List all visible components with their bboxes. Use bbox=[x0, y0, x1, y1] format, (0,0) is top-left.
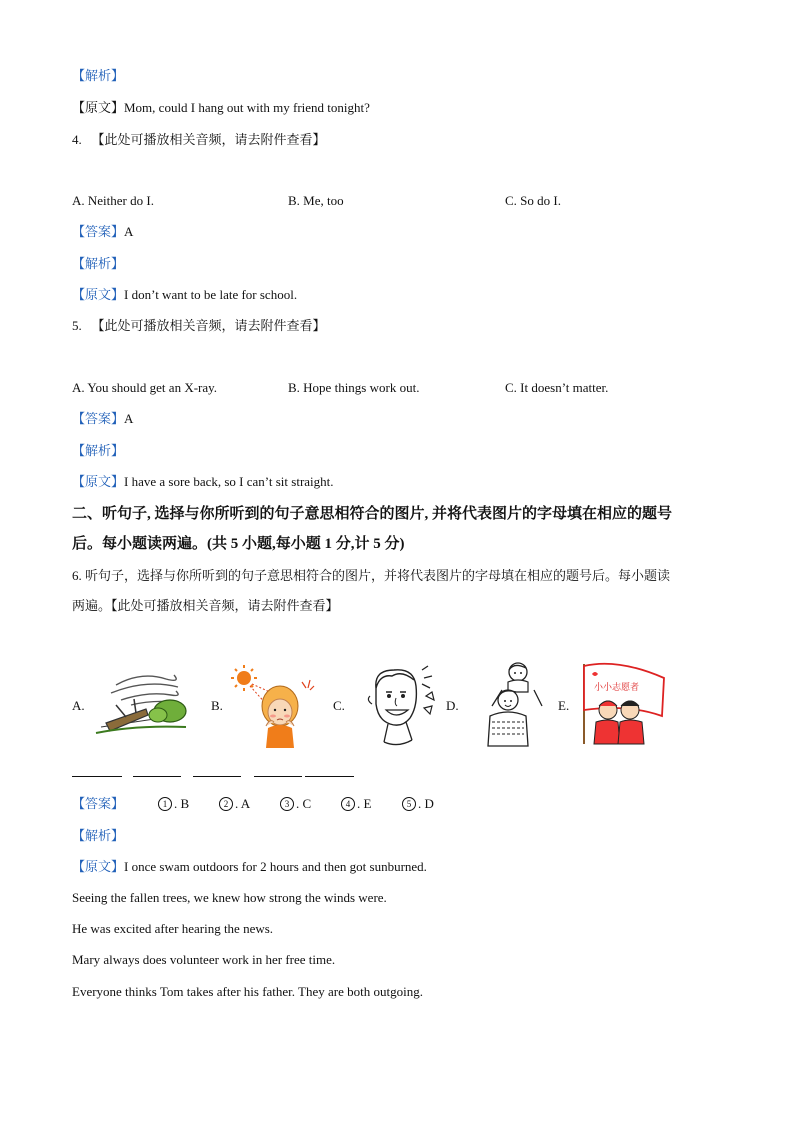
q6-script-line4: Mary always does volunteer work in her free time. bbox=[72, 952, 336, 967]
q6-script-line3: He was excited after hearing the news. bbox=[72, 921, 274, 936]
q6-prompt-line2: 两遍。【此处可播放相关音频，请去附件查看】 bbox=[72, 598, 339, 613]
picture-label-b: B. bbox=[211, 698, 223, 713]
q6-analysis-tag: 【解析】 bbox=[72, 828, 125, 843]
q4-option-a: A. Neither do I. bbox=[72, 193, 154, 208]
q6-answer-4: 4 . E bbox=[341, 796, 371, 812]
answer-blank-5[interactable] bbox=[305, 776, 354, 777]
q5-option-c: C. It doesn’t matter. bbox=[505, 380, 609, 395]
q6-script-line5: Everyone thinks Tom takes after his father. They are both outgoing. bbox=[72, 984, 423, 999]
fallen-tree-wind-icon bbox=[86, 665, 196, 745]
q5-header bbox=[72, 317, 326, 335]
father-son-icon bbox=[478, 660, 550, 750]
q5-option-b: B. Hope things work out. bbox=[288, 380, 420, 395]
q4-answer-value: A bbox=[124, 224, 134, 239]
section2-heading-line1: 二、听句子, 选择与你所听到的句子意思相符合的图片, 并将代表图片的字母填在相应的题号 bbox=[72, 506, 673, 522]
picture-label-c: C. bbox=[333, 698, 345, 713]
q4-header bbox=[72, 131, 326, 149]
q4-option-c: C. So do I. bbox=[505, 193, 561, 208]
q4-number: 4. bbox=[72, 132, 82, 147]
q6-answer-3: 3 . C bbox=[280, 796, 311, 812]
q5-option-a: A. You should get an X-ray. bbox=[72, 380, 218, 395]
picture-label-e: E. bbox=[558, 698, 570, 713]
q6-script-line1: 【原文】I once swam outdoors for 2 hours and then got sunburned. bbox=[72, 859, 427, 874]
q5-analysis-tag: 【解析】 bbox=[72, 443, 125, 458]
q4-option-b: B. Me, too bbox=[288, 193, 344, 208]
q5-answer-value: A bbox=[124, 411, 134, 426]
q5-answer bbox=[72, 410, 133, 428]
q4-script: 【原文】I don’t want to be late for school. bbox=[72, 287, 298, 302]
q5-answer-tag: 【答案】 bbox=[72, 411, 125, 426]
q4-answer bbox=[72, 223, 133, 241]
volunteer-kids-flag-icon bbox=[578, 660, 670, 746]
q6-prompt-line1: 6. 听句子，选择与你所听到的句子意思相符合的图片，并将代表图片的字母填在相应的题号后。每小题读 bbox=[72, 568, 671, 583]
q5-script: 【原文】I have a sore back, so I can’t sit straight. bbox=[72, 474, 334, 489]
picture-label-a: A. bbox=[72, 698, 85, 713]
q4-audio-note: 【此处可播放相关音频，请去附件查看】 bbox=[91, 132, 326, 147]
q6-answer-1: 1 . B bbox=[158, 796, 189, 812]
q3-script: 【原文】Mom, could I hang out with my friend tonight? bbox=[72, 100, 370, 115]
answer-blank-1[interactable] bbox=[72, 776, 122, 777]
q6-answer-5: 5 . D bbox=[402, 796, 434, 812]
q4-analysis-tag: 【解析】 bbox=[72, 256, 125, 271]
q5-number: 5. bbox=[72, 318, 82, 333]
answer-blank-2[interactable] bbox=[133, 776, 181, 777]
q6-script-line2: Seeing the fallen trees, we knew how strong the winds were. bbox=[72, 890, 387, 905]
sunburned-girl-icon bbox=[230, 662, 320, 750]
q6-answer-2: 2 . A bbox=[219, 796, 250, 812]
q6-answer-tag: 【答案】 bbox=[72, 796, 125, 811]
q4-answer-tag: 【答案】 bbox=[72, 224, 125, 239]
picture-label-d: D. bbox=[446, 698, 459, 713]
q3-analysis-tag: 【解析】 bbox=[72, 68, 125, 83]
flag-text: 小小志愿者 bbox=[594, 683, 640, 693]
excited-man-icon bbox=[358, 662, 440, 752]
answer-blank-3[interactable] bbox=[193, 776, 241, 777]
answer-blank-4[interactable] bbox=[254, 776, 302, 777]
section2-heading-line2: 后。每小题读两遍。(共 5 小题,每小题 1 分,计 5 分) bbox=[72, 536, 405, 552]
q5-audio-note: 【此处可播放相关音频，请去附件查看】 bbox=[91, 318, 326, 333]
